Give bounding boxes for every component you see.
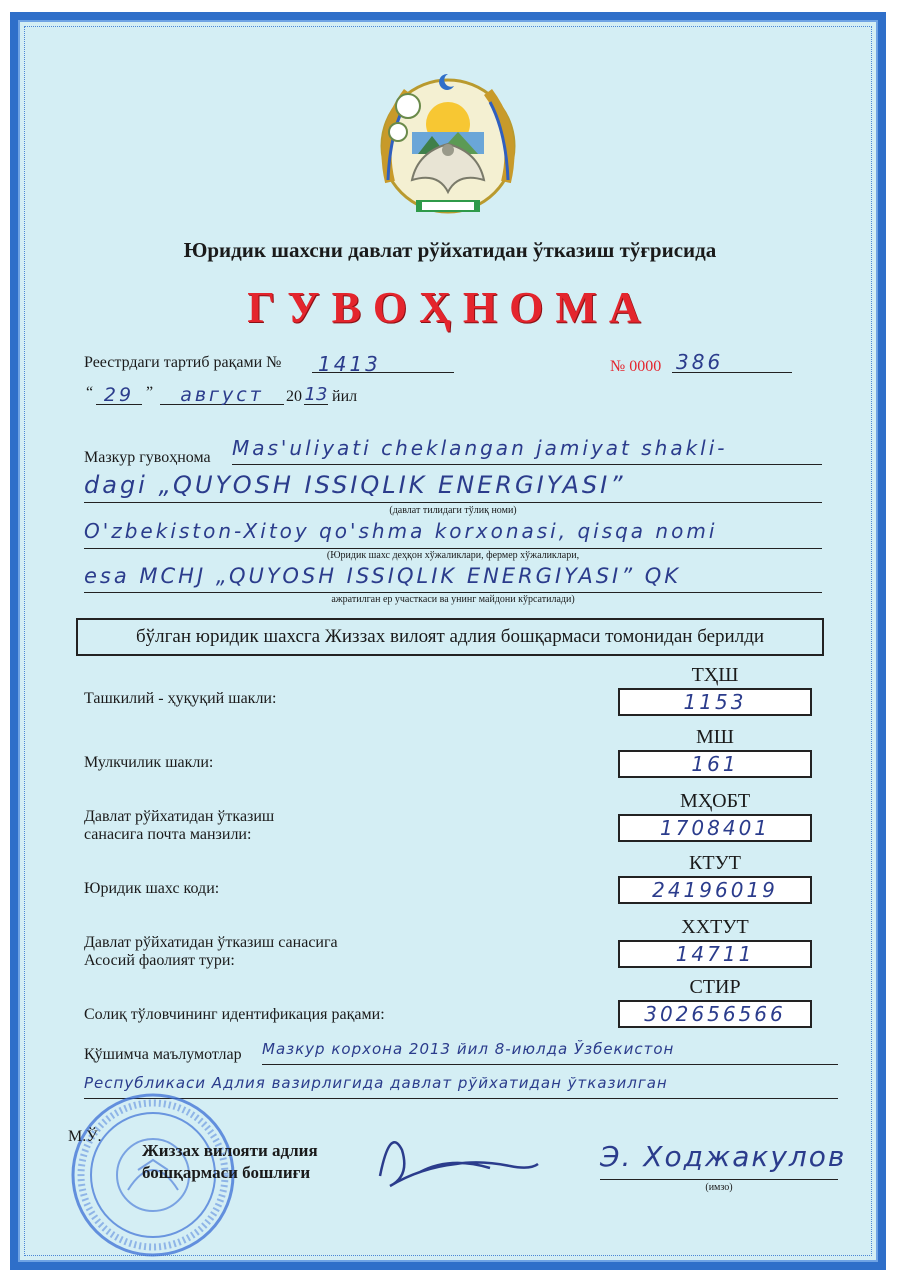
additional-text-1: Мазкур корхона 2013 йил 8-июлда Ўзбекистон — [262, 1040, 675, 1058]
name-line-3 — [84, 514, 822, 549]
date-year-word: йил — [332, 388, 358, 405]
field-label-entity-code: Юридик шахс коди: — [84, 880, 220, 897]
code-head-stir: СТИР — [689, 976, 741, 998]
name-note-2: (Юридик шахс деҳқон хўжаликлари, фермер хўжаликлари, — [326, 550, 580, 561]
code-box-ktut — [618, 876, 812, 904]
date-day: 29 — [103, 384, 135, 406]
cert-number-value: 386 — [676, 350, 724, 374]
code-head-ktut: КТУТ — [689, 852, 741, 874]
date-year-prefix: 20 — [286, 388, 302, 405]
name-text-1: Mas'uliyati cheklangan jamiyat shakli- — [232, 436, 728, 460]
field-label-ownership: Мулкчилик шакли: — [84, 754, 214, 771]
additional-label: Қўшимча маълумотлар — [84, 1046, 242, 1063]
signature-note: (имзо) — [705, 1182, 733, 1193]
cert-number-prefix: № 0000 — [610, 358, 662, 375]
seal-place-label: М.Ў. — [68, 1128, 102, 1145]
field-label-postal-2: санасига почта манзили: — [84, 826, 252, 843]
date-day-line — [96, 384, 142, 405]
code-value-ktut: 24196019 — [652, 878, 778, 902]
field-label-activity-1: Давлат рўйхатидан ўтказиш санасига — [84, 934, 338, 951]
code-head-msh: МШ — [696, 726, 734, 748]
name-line-4 — [84, 560, 822, 593]
name-note-1: (давлат тилидаги тўлиқ номи) — [389, 505, 517, 516]
code-head-tkhsh: ТҲШ — [691, 664, 739, 686]
additional-line-1 — [262, 1040, 838, 1065]
field-label-activity-2: Асосий фаолият тури: — [84, 952, 235, 969]
code-box-xxtut — [618, 940, 812, 968]
code-value-stir: 302656566 — [644, 1002, 786, 1026]
signer-title-2: бошқармаси бошлиғи — [142, 1163, 311, 1182]
date-year-line — [304, 384, 328, 405]
field-label-tin: Солиқ тўловчининг идентификация рақами: — [84, 1006, 385, 1023]
document-title: ГУВОҲНОМА — [247, 283, 653, 332]
name-note-3: ажратилган ер участкаси ва унинг майдони кўрсатилади) — [331, 594, 575, 605]
field-label-legal-form: Ташкилий - ҳуқуқий шакли: — [84, 690, 277, 707]
code-head-mhobt: МҲОБТ — [679, 790, 751, 812]
name-text-2: dagi „QUYOSH ISSIQLIK ENERGIYASI” — [84, 471, 626, 499]
signer-line — [600, 1178, 838, 1180]
signer-title-1: Жиззах вилояти адлия — [142, 1141, 318, 1160]
code-box-stir — [618, 1000, 812, 1028]
signer-name: Э. Ходжакулов — [600, 1140, 847, 1173]
name-line-2 — [84, 468, 822, 503]
code-value-mhobt: 1708401 — [659, 816, 771, 840]
name-label: Мазкур гувоҳнома — [84, 449, 211, 466]
name-text-3: O'zbekiston-Xitoy qo'shma korxonasi, qisqa nomi — [84, 519, 718, 543]
code-value-xxtut: 14711 — [675, 942, 755, 966]
code-head-xxtut: ХХТУТ — [681, 916, 749, 938]
code-box-mhobt — [618, 814, 812, 842]
date-month: август — [180, 384, 264, 406]
code-value-tkhsh: 1153 — [683, 690, 747, 714]
signature-icon — [360, 1120, 550, 1196]
name-text-4: esa MCHJ „QUYOSH ISSIQLIK ENERGIYASI” QK — [84, 564, 682, 588]
code-box-tkhsh — [618, 688, 812, 716]
additional-text-2: Республикаси Адлия вазирлигида давлат рўйхатидан ўтказилган — [84, 1074, 668, 1092]
date-open-quote: “ — [86, 384, 94, 401]
issued-by-box: бўлган юридик шахсга Жиззах вилоят адлия бошқармаси томонидан берилди — [76, 618, 824, 656]
date-year-suffix: 13 — [304, 384, 328, 405]
field-label-postal-1: Давлат рўйхатидан ўтказиш — [84, 808, 275, 825]
date-month-line — [160, 384, 284, 405]
state-emblem-icon — [368, 62, 528, 224]
code-value-msh: 161 — [691, 752, 739, 776]
code-box-msh — [618, 750, 812, 778]
date-close-quote: ” — [146, 384, 154, 401]
registry-value: 1413 — [318, 352, 381, 376]
name-line-1 — [232, 432, 822, 465]
document-subtitle: Юридик шахсни давлат рўйхатидан ўтказиш тўғрисида — [183, 238, 717, 262]
registry-label: Реестрдаги тартиб рақами № — [84, 354, 282, 371]
registry-line — [312, 352, 454, 376]
cert-number-line — [672, 350, 792, 373]
